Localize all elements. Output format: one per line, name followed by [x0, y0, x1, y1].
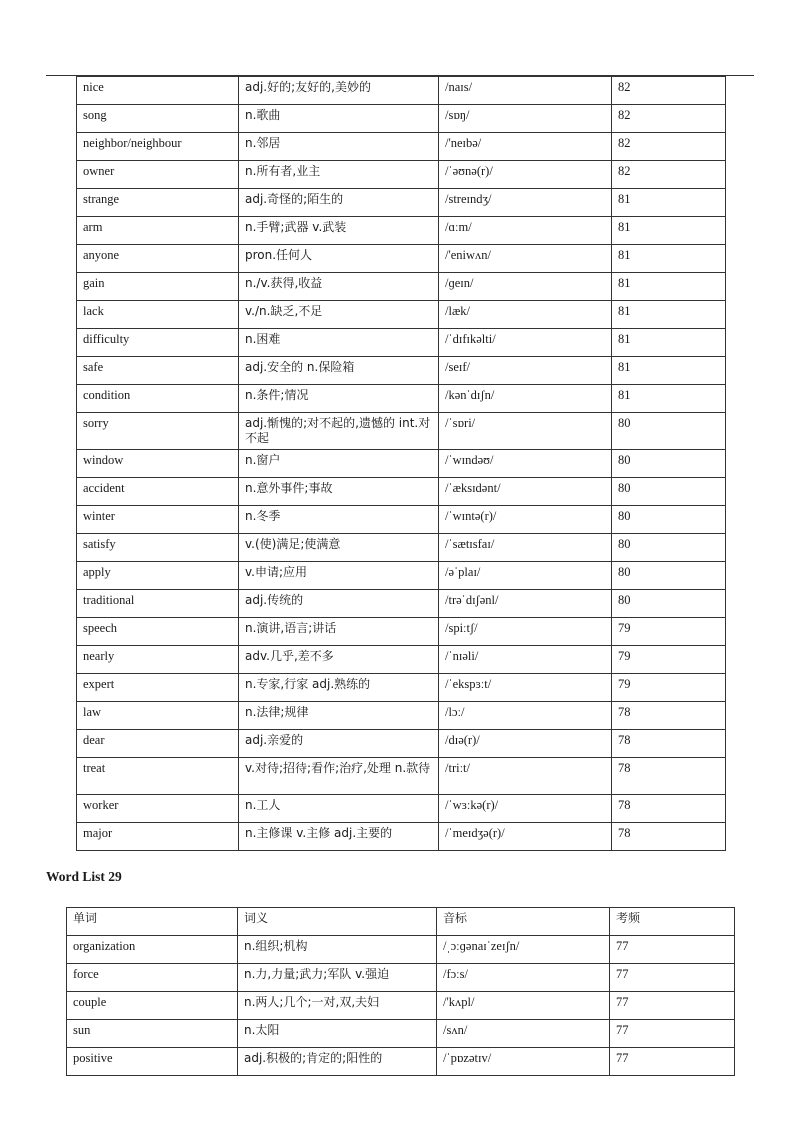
meaning-cell: n.法律;规律 — [239, 702, 439, 730]
table-row — [67, 992, 735, 1020]
frequency-cell: 80 — [612, 450, 726, 478]
vocab-table-body — [77, 77, 726, 851]
table-row — [67, 1048, 735, 1076]
frequency-cell: 81 — [612, 357, 726, 385]
meaning-cell: adj.传统的 — [239, 590, 439, 618]
meaning-cell: adj.安全的 n.保险箱 — [239, 357, 439, 385]
phonetic-cell: /ˈnɪəli/ — [439, 646, 612, 674]
frequency-cell: 81 — [612, 329, 726, 357]
meaning-cell: adj.亲爱的 — [239, 730, 439, 758]
word-cell: winter — [77, 506, 239, 534]
table-row — [77, 758, 726, 795]
table-header-row — [67, 908, 735, 936]
meaning-cell: n.太阳 — [238, 1020, 437, 1048]
meaning-cell: n.歌曲 — [239, 105, 439, 133]
word-cell: law — [77, 702, 239, 730]
table-row — [67, 1020, 735, 1048]
frequency-cell: 81 — [612, 273, 726, 301]
table-row — [77, 534, 726, 562]
phonetic-cell: /kənˈdɪʃn/ — [439, 385, 612, 413]
frequency-cell: 82 — [612, 161, 726, 189]
phonetic-cell: /sʌn/ — [437, 1020, 610, 1048]
word-cell: organization — [67, 936, 238, 964]
meaning-cell: v.对待;招待;看作;治疗,处理 n.款待 — [239, 758, 439, 795]
word-cell: gain — [77, 273, 239, 301]
word-cell: apply — [77, 562, 239, 590]
frequency-cell: 79 — [612, 674, 726, 702]
phonetic-cell: /læk/ — [439, 301, 612, 329]
table-row — [67, 964, 735, 992]
word-cell: treat — [77, 758, 239, 795]
frequency-cell: 81 — [612, 385, 726, 413]
header-word: 单词 — [67, 908, 238, 936]
word-cell: difficulty — [77, 329, 239, 357]
table-row — [77, 385, 726, 413]
word-cell: worker — [77, 795, 239, 823]
meaning-cell: v./n.缺乏,不足 — [239, 301, 439, 329]
meaning-cell: adj.积极的;肯定的;阳性的 — [238, 1048, 437, 1076]
phonetic-cell: /fɔːs/ — [437, 964, 610, 992]
phonetic-cell: /'neɪbə/ — [439, 133, 612, 161]
meaning-cell: adj.好的;友好的,美妙的 — [239, 77, 439, 105]
phonetic-cell: /triːt/ — [439, 758, 612, 795]
word-cell: satisfy — [77, 534, 239, 562]
table-row — [77, 618, 726, 646]
frequency-cell: 80 — [612, 534, 726, 562]
table-row — [77, 478, 726, 506]
word-cell: condition — [77, 385, 239, 413]
word-cell: song — [77, 105, 239, 133]
phonetic-cell: /naɪs/ — [439, 77, 612, 105]
phonetic-cell: /ˈsɒri/ — [439, 413, 612, 450]
phonetic-cell: /seɪf/ — [439, 357, 612, 385]
meaning-cell: n.工人 — [239, 795, 439, 823]
table-row — [77, 301, 726, 329]
meaning-cell: v.(使)满足;使满意 — [239, 534, 439, 562]
meaning-cell: n.所有者,业主 — [239, 161, 439, 189]
word-list-29-table — [66, 907, 735, 1076]
meaning-cell: pron.任何人 — [239, 245, 439, 273]
frequency-cell: 80 — [612, 506, 726, 534]
table-row — [77, 217, 726, 245]
word-cell: owner — [77, 161, 239, 189]
frequency-cell: 80 — [612, 413, 726, 450]
phonetic-cell: /ɑːm/ — [439, 217, 612, 245]
phonetic-cell: /spiːtʃ/ — [439, 618, 612, 646]
word-cell: speech — [77, 618, 239, 646]
meaning-cell: adv.几乎,差不多 — [239, 646, 439, 674]
phonetic-cell: /ˈwɪndəʊ/ — [439, 450, 612, 478]
table-row — [77, 702, 726, 730]
phonetic-cell: /ˈmeɪdʒə(r)/ — [439, 823, 612, 851]
table-row — [67, 936, 735, 964]
meaning-cell: n.力,力量;武力;军队 v.强迫 — [238, 964, 437, 992]
word-cell: sorry — [77, 413, 239, 450]
phonetic-cell: /ˈwɪntə(r)/ — [439, 506, 612, 534]
vocab-table-continued — [76, 76, 726, 851]
phonetic-cell: /ˈpɒzətɪv/ — [437, 1048, 610, 1076]
word-cell: major — [77, 823, 239, 851]
frequency-cell: 79 — [612, 646, 726, 674]
table-row — [77, 506, 726, 534]
meaning-cell: n.邻居 — [239, 133, 439, 161]
word-cell: neighbor/neighbour — [77, 133, 239, 161]
phonetic-cell: /streɪndʒ/ — [439, 189, 612, 217]
phonetic-cell: /'eniwʌn/ — [439, 245, 612, 273]
table-row — [77, 590, 726, 618]
frequency-cell: 81 — [612, 189, 726, 217]
meaning-cell: n.意外事件;事故 — [239, 478, 439, 506]
frequency-cell: 82 — [612, 105, 726, 133]
word-cell: safe — [77, 357, 239, 385]
word-cell: nearly — [77, 646, 239, 674]
phonetic-cell: /ˌɔːɡənaɪˈzeɪʃn/ — [437, 936, 610, 964]
word-cell: positive — [67, 1048, 238, 1076]
word-cell: strange — [77, 189, 239, 217]
phonetic-cell: /ɡeɪn/ — [439, 273, 612, 301]
meaning-cell: v.申请;应用 — [239, 562, 439, 590]
meaning-cell: n.专家,行家 adj.熟练的 — [239, 674, 439, 702]
phonetic-cell: /sɒŋ/ — [439, 105, 612, 133]
phonetic-cell: /'kʌpl/ — [437, 992, 610, 1020]
frequency-cell: 81 — [612, 217, 726, 245]
word-cell: expert — [77, 674, 239, 702]
frequency-cell: 77 — [610, 936, 735, 964]
word-cell: traditional — [77, 590, 239, 618]
frequency-cell: 78 — [612, 823, 726, 851]
frequency-cell: 78 — [612, 730, 726, 758]
word-cell: nice — [77, 77, 239, 105]
frequency-cell: 80 — [612, 562, 726, 590]
table-row — [77, 562, 726, 590]
frequency-cell: 77 — [610, 992, 735, 1020]
phonetic-cell: /trəˈdɪʃənl/ — [439, 590, 612, 618]
table-row — [77, 133, 726, 161]
frequency-cell: 78 — [612, 758, 726, 795]
word-cell: couple — [67, 992, 238, 1020]
word-cell: window — [77, 450, 239, 478]
phonetic-cell: /ˈəʊnə(r)/ — [439, 161, 612, 189]
table-row — [77, 273, 726, 301]
table-row — [77, 413, 726, 450]
meaning-cell: n.演讲,语言;讲话 — [239, 618, 439, 646]
table-row — [77, 730, 726, 758]
frequency-cell: 77 — [610, 1048, 735, 1076]
phonetic-cell: /ˈekspɜːt/ — [439, 674, 612, 702]
word-cell: lack — [77, 301, 239, 329]
header-frequency: 考频 — [610, 908, 735, 936]
word-list-29-body — [67, 936, 735, 1076]
table-row — [77, 646, 726, 674]
frequency-cell: 81 — [612, 245, 726, 273]
meaning-cell: n.窗户 — [239, 450, 439, 478]
header-phonetic: 音标 — [437, 908, 610, 936]
word-cell: dear — [77, 730, 239, 758]
table-row — [77, 77, 726, 105]
frequency-cell: 77 — [610, 964, 735, 992]
meaning-cell: n.困难 — [239, 329, 439, 357]
table-row — [77, 795, 726, 823]
frequency-cell: 80 — [612, 590, 726, 618]
word-cell: accident — [77, 478, 239, 506]
table-row — [77, 105, 726, 133]
phonetic-cell: /ˈæksɪdənt/ — [439, 478, 612, 506]
frequency-cell: 82 — [612, 77, 726, 105]
table-row — [77, 823, 726, 851]
table-row — [77, 329, 726, 357]
frequency-cell: 80 — [612, 478, 726, 506]
meaning-cell: adj.奇怪的;陌生的 — [239, 189, 439, 217]
meaning-cell: n.冬季 — [239, 506, 439, 534]
table-row — [77, 450, 726, 478]
word-cell: arm — [77, 217, 239, 245]
phonetic-cell: /ˈwɜːkə(r)/ — [439, 795, 612, 823]
table-row — [77, 674, 726, 702]
word-list-heading: Word List 29 — [46, 869, 122, 884]
word-cell: force — [67, 964, 238, 992]
meaning-cell: n.条件;情况 — [239, 385, 439, 413]
phonetic-cell: /lɔː/ — [439, 702, 612, 730]
meaning-cell: adj.惭愧的;对不起的,遗憾的 int.对不起 — [239, 413, 439, 450]
table-row — [77, 189, 726, 217]
meaning-cell: n.手臂;武器 v.武装 — [239, 217, 439, 245]
phonetic-cell: /dɪə(r)/ — [439, 730, 612, 758]
word-cell: anyone — [77, 245, 239, 273]
table-row — [77, 161, 726, 189]
frequency-cell: 81 — [612, 301, 726, 329]
frequency-cell: 82 — [612, 133, 726, 161]
word-cell: sun — [67, 1020, 238, 1048]
phonetic-cell: /ˈdɪfɪkəlti/ — [439, 329, 612, 357]
header-meaning: 词义 — [238, 908, 437, 936]
meaning-cell: n.组织;机构 — [238, 936, 437, 964]
table-row — [77, 245, 726, 273]
meaning-cell: n./v.获得,收益 — [239, 273, 439, 301]
phonetic-cell: /ˈsætɪsfaɪ/ — [439, 534, 612, 562]
phonetic-cell: /əˈplaɪ/ — [439, 562, 612, 590]
table-row — [77, 357, 726, 385]
meaning-cell: n.两人;几个;一对,双,夫妇 — [238, 992, 437, 1020]
meaning-cell: n.主修课 v.主修 adj.主要的 — [239, 823, 439, 851]
frequency-cell: 79 — [612, 618, 726, 646]
frequency-cell: 78 — [612, 795, 726, 823]
frequency-cell: 77 — [610, 1020, 735, 1048]
frequency-cell: 78 — [612, 702, 726, 730]
